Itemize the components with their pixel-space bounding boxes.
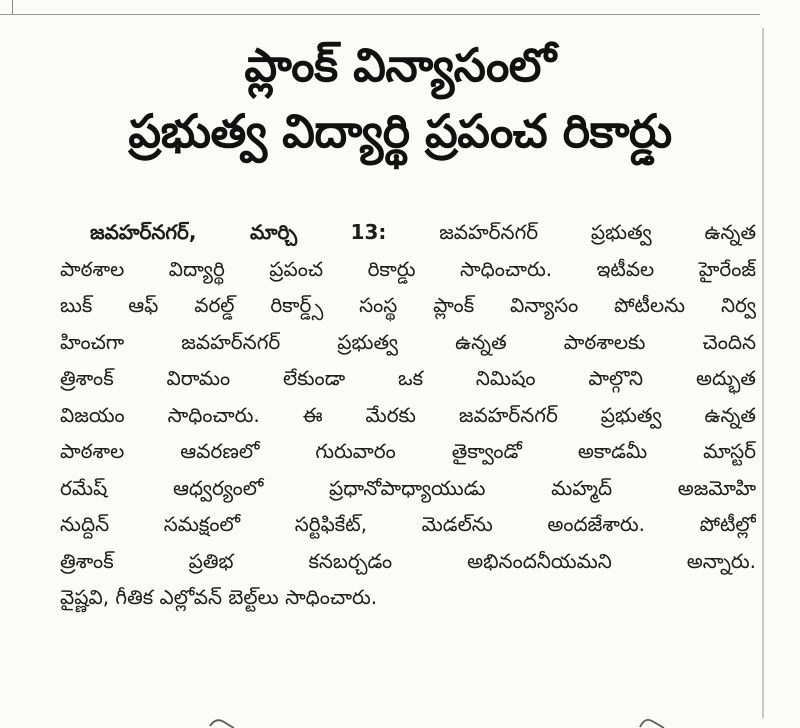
body-line-1-text: జవహర్‌నగర్ ప్రభుత్వ ఉన్నత xyxy=(439,220,756,244)
dateline: జవహర్‌నగర్, మార్చి 13: xyxy=(90,220,387,244)
headline-line-1: ప్లాంక్ విన్యాసంలో xyxy=(244,38,556,92)
body-line-10: త్రిశాంక్ ప్రతిభ కనబర్చడం అభినందనీయమని అన్నారు. xyxy=(60,548,756,573)
body-line-1 xyxy=(60,214,756,251)
body-line-8: రమేష్ ఆధ్వర్యంలో ప్రధానోపాధ్యాయుడు మహ్మద్ అజమోహి xyxy=(60,475,756,500)
headline xyxy=(40,32,760,164)
article-body xyxy=(60,214,756,616)
column-rule xyxy=(762,28,764,718)
body-line-9: నుద్దిన్ సమక్షంలో సర్టిఫికేట్, మెడల్‌ను అందజేశారు. పోటీల్లో xyxy=(60,512,756,536)
top-rule xyxy=(0,0,760,15)
body-line-2: పాఠశాల విద్యార్థి ప్రపంచ రికార్డు సాధించారు. ఇటీవల హైరేంజ్ xyxy=(60,256,756,281)
headline-line-2: ప్రభుత్వ విద్యార్థి ప్రపంచ రికార్డు xyxy=(128,104,672,158)
cropped-next-article xyxy=(0,712,760,728)
body-line-3: బుక్ ఆఫ్ వరల్డ్ రికార్డ్స్ సంస్థ ప్లాంక్ విన్యాసం పోటీలను నిర్వ xyxy=(60,293,756,317)
body-line-11: వైష్ణవి, గీతిక ఎల్లోవన్ బెల్ట్‌లు సాధించారు. xyxy=(60,585,378,609)
body-line-6: విజయం సాధించారు. ఈ మేరకు జవహర్‌నగర్ ప్రభుత్వ ఉన్నత xyxy=(60,402,756,427)
body-line-4: హించగా జవహర్‌నగర్ ప్రభుత్వ ఉన్నత పాఠశాలకు చెందిన xyxy=(60,329,756,354)
column-divider xyxy=(12,0,13,14)
body-line-5: త్రిశాంక్ విరామం లేకుండా ఒక నిమిషం పాల్గొని అద్భుత xyxy=(60,366,756,390)
body-line-7: పాఠశాల ఆవరణలో గురువారం తైక్వాండో అకాడమీ మాస్టర్ xyxy=(60,439,756,463)
